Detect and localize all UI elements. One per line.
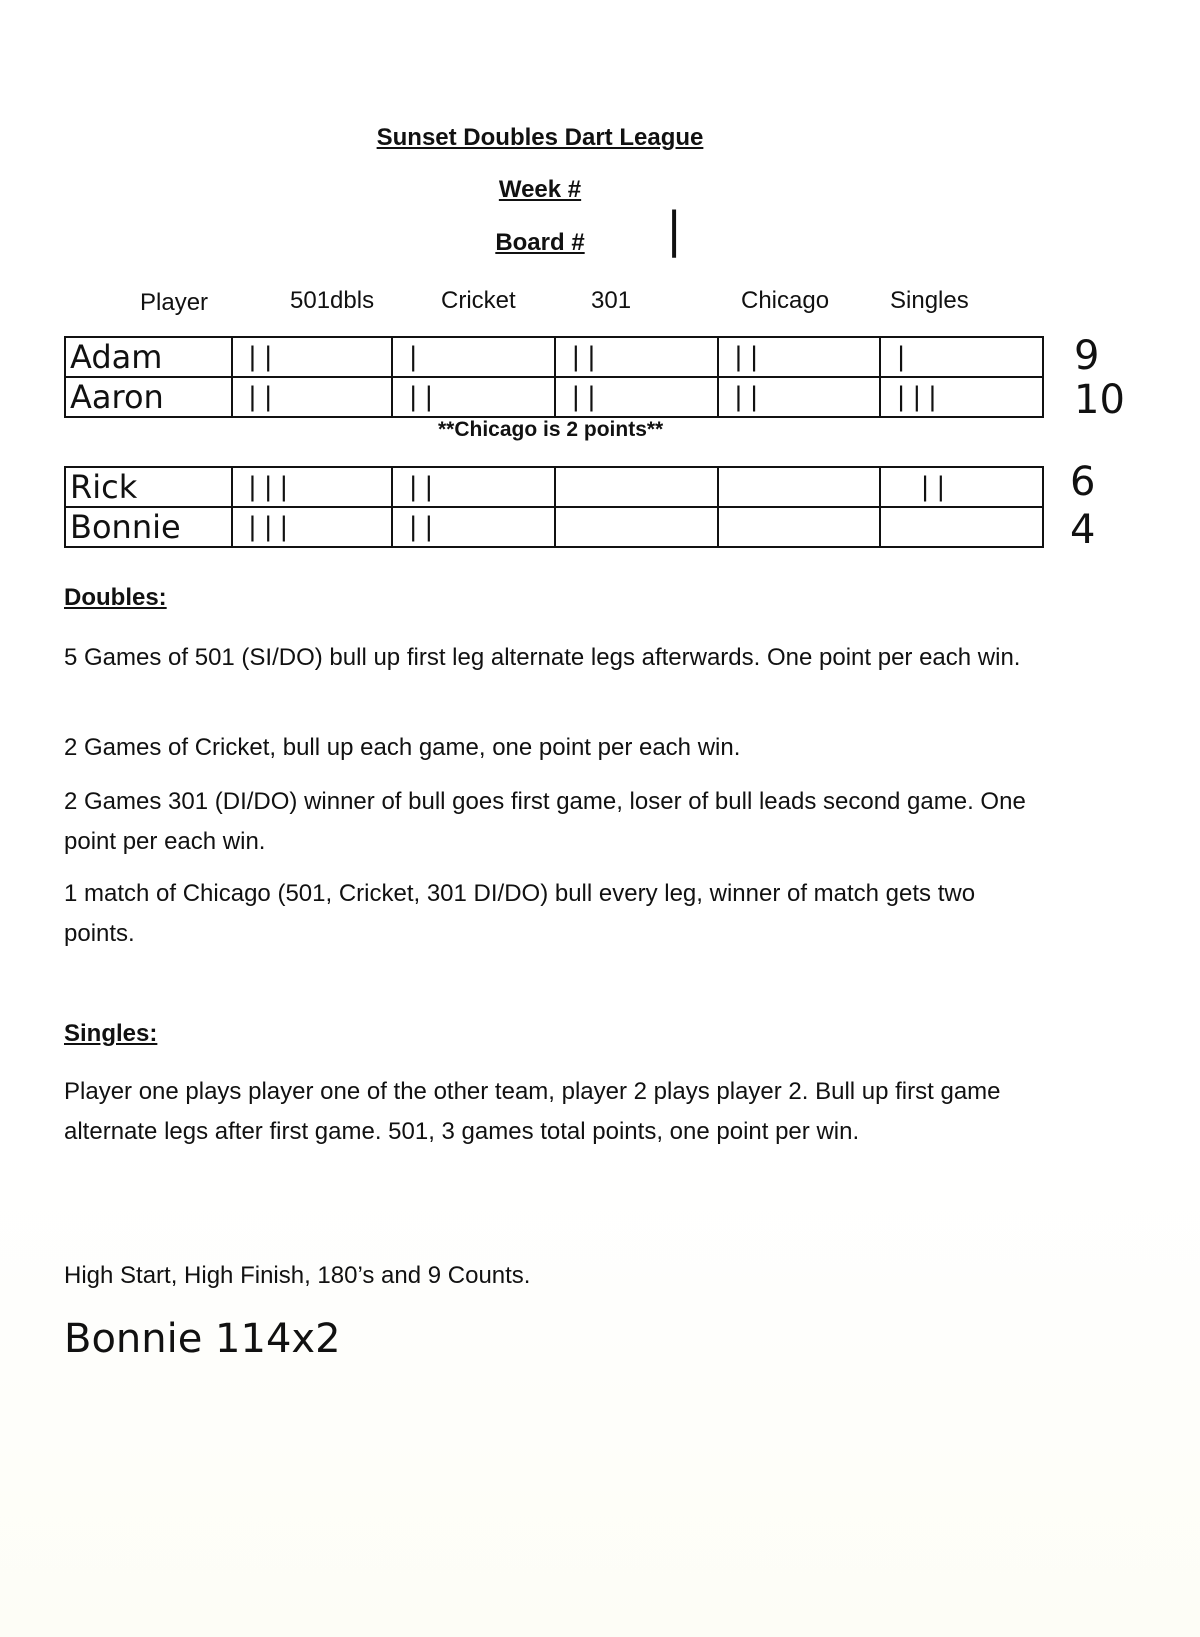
team1-table [64,336,1044,418]
col-chicago: Chicago [741,287,830,314]
table-row [65,467,1043,507]
chicago-note: **Chicago is 2 points** [438,418,664,441]
handwritten-note: Bonnie 114x2 [64,1316,341,1362]
player-name: Bonnie [65,507,232,547]
league-title: Sunset Doubles Dart League [376,124,704,151]
score-cricket: || [405,382,437,412]
score-301: || [567,382,600,412]
score-501dbls: || [244,382,276,412]
score-cricket: || [405,472,437,502]
doubles-rule-301: 2 Games 301 (DI/DO) winner of bull goes first game, loser of bull leads second game. One point per each win. [64,788,1026,855]
singles-rule: Player one plays player one of the other team, player 2 plays player 2. Bull up first game alternate legs after first game. 501, 3 games total points, one point per win. [64,1078,1001,1145]
team2-table [64,466,1044,548]
team1-total-2: 10 [1074,377,1125,423]
singles-heading: Singles: [64,1020,158,1047]
col-singles: Singles [890,287,969,314]
score-301 [556,512,568,542]
table-row [65,377,1043,417]
score-chicago [719,472,731,502]
score-501dbls: ||| [244,472,292,502]
player-name: Rick [65,467,232,507]
score-cricket: | [405,342,421,372]
week-label: Week # [498,176,582,203]
doubles-rule-501: 5 Games of 501 (SI/DO) bull up first leg alternate legs afterwards. One point per each win. [64,644,1021,671]
table-row [65,507,1043,547]
team2-total-1: 6 [1070,459,1096,505]
score-singles: | [893,342,909,372]
board-label: Board # [495,229,585,256]
doubles-rule-cricket: 2 Games of Cricket, bull up each game, one point per each win. [64,734,741,761]
score-cricket: || [405,512,437,542]
doubles-heading: Doubles: [64,584,167,611]
board-number: | [666,202,683,258]
col-301: 301 [591,287,632,314]
team2-total-2: 4 [1070,507,1096,553]
score-301 [556,472,568,502]
score-chicago: || [730,382,762,412]
player-name: Aaron [65,377,232,417]
col-501dbls: 501dbls [290,287,375,314]
score-301: || [567,342,600,372]
team1-total-1: 9 [1074,333,1100,379]
score-501dbls: || [244,342,276,372]
player-name: Adam [65,337,232,377]
score-chicago [719,512,731,542]
table-row [65,337,1043,377]
high-start-line: High Start, High Finish, 180’s and 9 Counts. [64,1262,531,1289]
score-singles: ||| [893,382,941,412]
score-singles: || [917,472,949,502]
score-chicago: || [730,342,762,372]
score-501dbls: ||| [244,512,292,542]
score-singles [881,512,893,542]
doubles-rule-chicago: 1 match of Chicago (501, Cricket, 301 DI/DO) bull every leg, winner of match gets two points. [64,880,976,947]
col-cricket: Cricket [441,287,516,314]
col-player: Player [140,289,209,316]
